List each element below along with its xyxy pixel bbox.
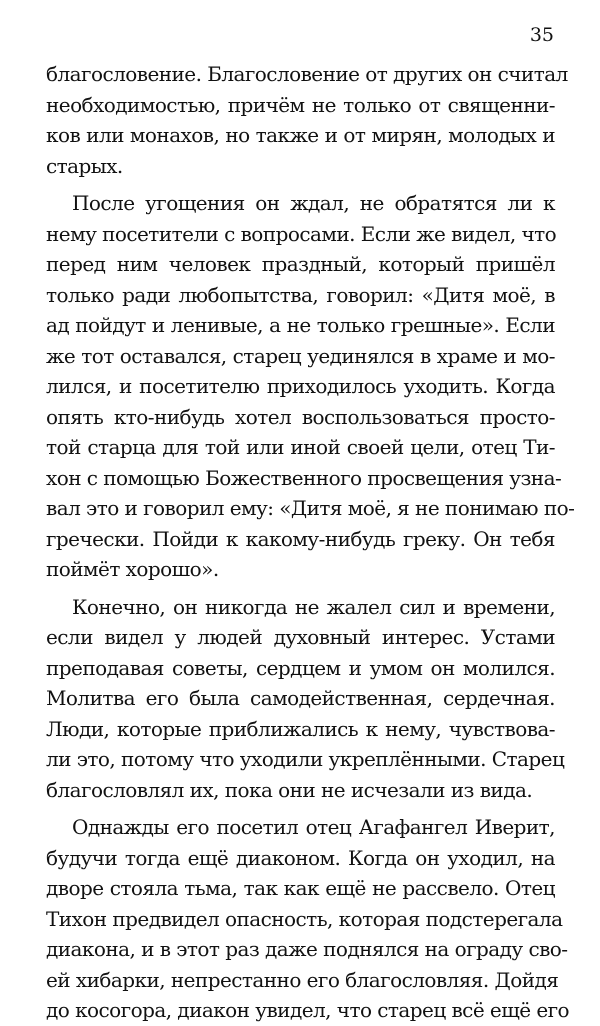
body-text <box>46 59 575 1026</box>
text-line: ли это, потому что уходили укреплёнными. Старец <box>46 747 565 771</box>
text-line: ад пойдут и ленивые, а не только грешные». Если <box>46 313 555 337</box>
text-line: будучи тогда ещё диаконом. Когда он уходил, на <box>46 845 555 870</box>
paragraph <box>46 59 568 181</box>
text-line: гречески. Пойди к какому-нибудь греку. Он тебя <box>46 526 555 551</box>
text-line: благословлял их, пока они не исчезали из вида. <box>46 777 533 802</box>
text-line: до косогора, диакон увидел, что старец всё ещё его <box>46 998 570 1022</box>
text-line: старых. <box>46 153 123 178</box>
text-line: необходимостью, причём не только от священни- <box>46 92 555 117</box>
text-line: Люди, которые приближались к нему, чувствова- <box>46 716 555 741</box>
text-line: После угощения он ждал, не обратятся ли к <box>72 191 555 215</box>
text-line: ков или монахов, но также и от мирян, молодых и <box>46 123 555 147</box>
text-line: лился, и посетителю приходилось уходить. Когда <box>46 374 555 398</box>
paragraph-gap <box>46 805 555 812</box>
text-line: нему посетители с вопросами. Если же видел, что <box>46 221 557 246</box>
paragraph <box>46 812 570 1026</box>
text-line: поймёт хорошо». <box>46 557 219 581</box>
paragraph <box>46 592 565 806</box>
text-line: благословение. Благословение от других он считал <box>46 62 568 86</box>
paragraph-gap <box>46 585 555 592</box>
text-line: Конечно, он никогда не жалел сил и времени, <box>72 594 555 619</box>
text-line: если видел у людей духовный интерес. Устами <box>46 625 555 649</box>
text-line: ей хибарки, непрестанно его благословляя. Дойдя <box>46 967 559 992</box>
text-line: только ради любопытства, говорил: «Дитя моё, в <box>46 282 555 307</box>
text-line: той старца для той или иной своей цели, отец Ти- <box>46 435 555 459</box>
text-line: Молитва его была самодейственная, сердечная. <box>46 686 555 710</box>
text-line: преподавая советы, сердцем и умом он молился. <box>46 655 555 680</box>
page-number: 35 <box>529 24 554 46</box>
paragraph <box>46 188 575 585</box>
text-line: Тихон предвидел опасность, которая подстерегала <box>46 906 563 931</box>
text-line: же тот оставался, старец уединялся в храме и мо- <box>46 343 555 368</box>
text-line: Однажды его посетил отец Агафангел Иверит, <box>72 815 555 839</box>
text-line: диакона, и в этот раз даже поднялся на ограду сво- <box>46 937 568 961</box>
text-line: хон с помощью Божественного просвещения узна- <box>46 465 562 490</box>
text-line: вал это и говорил ему: «Дитя моё, я не понимаю по- <box>46 496 575 520</box>
text-line: перед ним человек праздный, который пришёл <box>46 252 555 276</box>
text-line: дворе стояла тьма, так как ещё не рассвело. Отец <box>46 876 555 900</box>
paragraph-gap <box>46 181 555 188</box>
text-line: опять кто-нибудь хотел воспользоваться просто- <box>46 404 555 429</box>
